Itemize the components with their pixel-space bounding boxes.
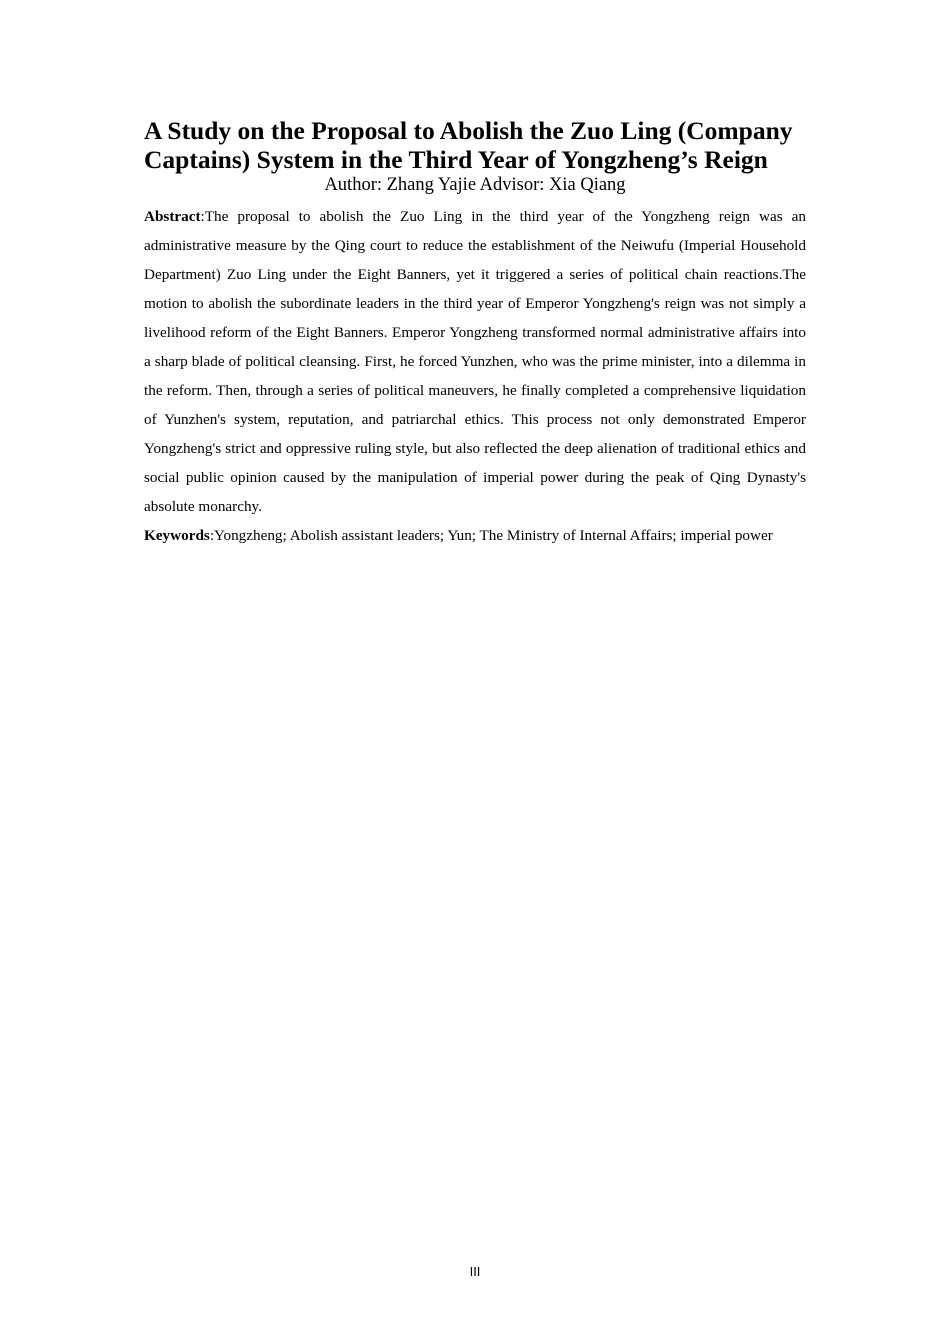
abstract-page-content xyxy=(144,116,806,550)
abstract-label: Abstract xyxy=(144,208,201,225)
paper-title: A Study on the Proposal to Abolish the Zuo Ling (Company Captains) System in the Third Year of Yongzheng’s Reign xyxy=(144,116,793,174)
abstract-paragraph xyxy=(144,202,806,521)
abstract-text: :The proposal to abolish the Zuo Ling in the third year of the Yongzheng reign was an administrative measure by the Qing court to reduce the establishment of the Neiwufu (Imperial Household Department) Zuo Ling under the Eight Banners, yet it triggered a series of political chain reactions.The motion to abolish the subordinate leaders in the third year of Emperor Yongzheng's reign was not simply a livelihood reform of the Eight Banners. Emperor Yongzheng transformed normal administrative affairs into a sharp blade of political cleansing. First, he forced Yunzhen, who was the prime minister, into a dilemma in the reform. Then, through a series of political maneuvers, he finally completed a comprehensive liquidation of Yunzhen's system, reputation, and patriarchal ethics. This process not only demonstrated Emperor Yongzheng's strict and oppressive ruling style, but also reflected the deep alienation of traditional ethics and social public opinion caused by the manipulation of imperial power during the peak of Qing Dynasty's absolute monarchy. xyxy=(144,208,806,515)
page-number: III xyxy=(469,1264,481,1279)
author-line: Author: Zhang Yajie Advisor: Xia Qiang xyxy=(324,175,626,195)
keywords-label: Keywords xyxy=(144,527,210,544)
keywords-text: :Yongzheng; Abolish assistant leaders; Yun; The Ministry of Internal Affairs; imperial power xyxy=(209,527,773,544)
keywords-paragraph xyxy=(144,521,806,550)
